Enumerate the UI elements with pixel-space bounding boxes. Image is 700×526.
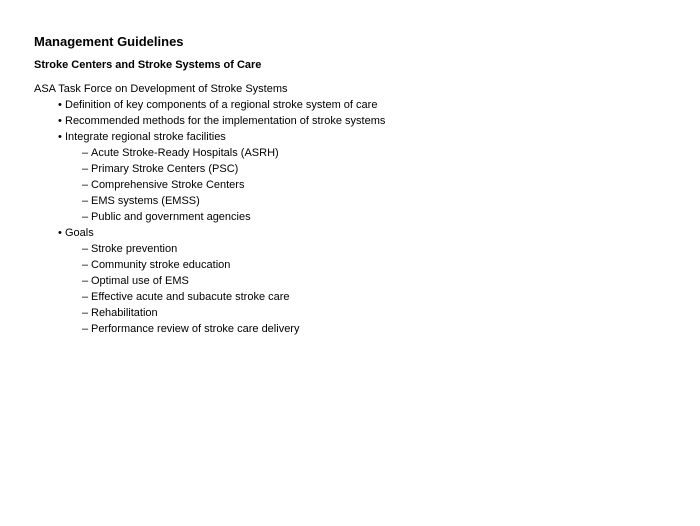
dash-marker: –	[82, 259, 89, 271]
sub-item	[34, 273, 385, 289]
outline-intro: ASA Task Force on Development of Stroke Systems	[34, 83, 288, 95]
dash-marker: –	[82, 163, 89, 175]
dash-marker: –	[82, 147, 89, 159]
bullet-item-label: Integrate regional stroke facilities	[65, 131, 226, 143]
outline	[34, 81, 385, 337]
dash-marker: –	[82, 275, 89, 287]
sub-item-label: Public and government agencies	[91, 211, 251, 223]
dash-marker: –	[82, 307, 89, 319]
dash-marker: –	[82, 195, 89, 207]
bullet-item-label: Recommended methods for the implementation of stroke systems	[65, 115, 386, 127]
bullet-item	[34, 225, 385, 241]
sub-item	[34, 257, 385, 273]
sub-item-label: Optimal use of EMS	[91, 275, 189, 287]
sub-item-label: Acute Stroke-Ready Hospitals (ASRH)	[91, 147, 279, 159]
sub-item	[34, 145, 385, 161]
sub-item-label: Performance review of stroke care delivery	[91, 323, 300, 335]
sub-item	[34, 305, 385, 321]
sub-item	[34, 241, 385, 257]
sub-item	[34, 321, 385, 337]
sub-item	[34, 209, 385, 225]
sub-item-label: EMS systems (EMSS)	[91, 195, 200, 207]
dash-marker: –	[82, 323, 89, 335]
bullet-item	[34, 129, 385, 145]
bullet-item	[34, 97, 385, 113]
sub-item-label: Primary Stroke Centers (PSC)	[91, 163, 239, 175]
bullet-marker: •	[58, 227, 62, 239]
sub-item-label: Effective acute and subacute stroke care	[91, 291, 290, 303]
sub-item-label: Rehabilitation	[91, 307, 158, 319]
sub-item-label: Comprehensive Stroke Centers	[91, 179, 245, 191]
dash-marker: –	[82, 291, 89, 303]
sub-item-label: Community stroke education	[91, 259, 231, 271]
dash-marker: –	[82, 179, 89, 191]
sub-item	[34, 161, 385, 177]
bullet-marker: •	[58, 131, 62, 143]
bullet-marker: •	[58, 115, 62, 127]
bullet-marker: •	[58, 99, 62, 111]
sub-item	[34, 193, 385, 209]
sub-item-label: Stroke prevention	[91, 243, 178, 255]
bullet-item-label: Definition of key components of a regional stroke system of care	[65, 99, 378, 111]
sub-item	[34, 289, 385, 305]
dash-marker: –	[82, 243, 89, 255]
bullet-item-label: Goals	[65, 227, 94, 239]
page-title: Management Guidelines	[34, 34, 184, 49]
sub-item	[34, 177, 385, 193]
dash-marker: –	[82, 211, 89, 223]
section-subtitle: Stroke Centers and Stroke Systems of Care	[34, 59, 262, 71]
bullet-item	[34, 113, 385, 129]
